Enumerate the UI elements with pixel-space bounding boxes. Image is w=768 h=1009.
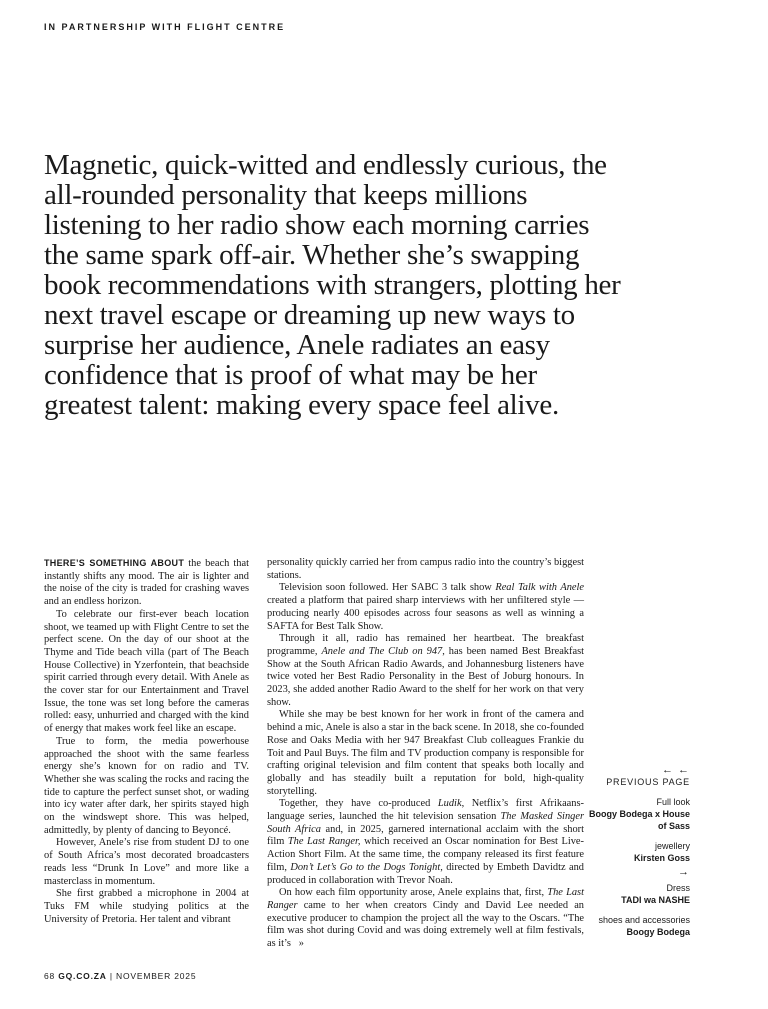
film-title: The Last Ranger, — [287, 836, 361, 848]
credit-brand: Boogy Bodega x House of Sass — [588, 809, 690, 831]
body-paragraph — [267, 798, 584, 887]
paragraph-text: which received an Oscar nomination for Best Live-Action Short Film. At the same time, the company released its first feature film, — [267, 836, 584, 873]
lead-in: THERE’S SOMETHING ABOUT — [44, 558, 185, 568]
film-title: The Last Ranger — [267, 887, 584, 911]
credit-label: Full look — [656, 797, 690, 807]
issue-date: NOVEMBER 2025 — [116, 971, 197, 981]
body-paragraph — [267, 582, 584, 633]
body-paragraph: However, Anele’s rise from student DJ to one of South Africa’s most decorated broadcasters reads less “Drunk In Love” and more like a masterclass in momentum. — [44, 837, 249, 887]
paragraph-text: , directed by Embeth Davidtz and produced in collaboration with Trevor Noah. — [267, 861, 584, 886]
credits-current-page — [580, 866, 690, 938]
body-paragraph: True to form, the media powerhouse approached the shoot with the same fearless energy she’s known for on radio and TV. Whether she was scaling the rocks and racing the tide to capture the perfect sunset shot, or wading into icy water after dark, her spirits stayed high on the windswept shore. This was helped, admittedly, by plenty of dancing to Beyoncé. — [44, 735, 249, 836]
credits-previous-page — [580, 764, 690, 864]
credit-label: jewellery — [654, 841, 690, 851]
body-paragraph — [267, 633, 584, 709]
arrow-right-icon: → — [678, 866, 690, 878]
double-arrow-left-icon: ← ← — [661, 764, 690, 776]
kicker-header: IN PARTNERSHIP WITH FLIGHT CENTRE — [44, 22, 286, 32]
site-name: GQ.CO.ZA — [58, 971, 107, 981]
paragraph-text: On how each film opportunity arose, Anele explains that, first, — [279, 887, 548, 899]
series-title: Ludik — [437, 798, 462, 810]
show-title: Real Talk with Anele — [495, 582, 584, 594]
paragraph-text: the beach that instantly shifts any mood. The air is lighter and the noise of the city is traded for crashing waves and an endless horizon. — [44, 558, 249, 608]
credit-brand: TADI wa NASHE — [621, 895, 690, 905]
body-paragraph — [267, 887, 584, 951]
body-column-2 — [267, 557, 584, 951]
credit-brand: Boogy Bodega — [626, 927, 690, 937]
body-paragraph: She first grabbed a microphone in 2004 at Tuks FM while studying politics at the University of Pretoria. Her talent and vibrant — [44, 888, 249, 925]
credits-heading: PREVIOUS PAGE — [606, 777, 690, 787]
paragraph-text: and, in 2025, garnered international acclaim with the short film — [267, 823, 584, 848]
body-column-1 — [44, 557, 249, 926]
footer-separator: | — [109, 971, 113, 981]
continue-mark: » — [298, 938, 304, 950]
paragraph-text: , has been named Best Breakfast Show at the South African Radio Awards, and Johannesburg listeners have twice voted her Best Radio Personality in the Best of Joburg honours. In 2023, she added another Radio Award to the shelf for her work on that very show. — [267, 645, 585, 708]
paragraph-text: came to her when creators Cindy and David Lee needed an executive producer to champion the project all the way to the Oscars. “The film was shot during Covid and was doing extremely well at film festivals, as it’s — [267, 899, 584, 950]
body-paragraph: To celebrate our first-ever beach location shoot, we teamed up with Flight Centre to set the perfect scene. On the day of our shoot at the Thyme and Tide beach villa (part of The Beach House Collective) in Yzerfontein, that beachside spirit carried through every detail. With Anele as the cover star for our Entertainment and Travel Issue, the tone was set long before the cameras rolled: easy, unhurried and charged with the kind of energy that makes work feel like an escape. — [44, 608, 249, 735]
credit-label: Dress — [666, 883, 690, 893]
page-number: 68 — [44, 971, 56, 981]
paragraph-text: , Netflix’s first Afrikaans-language series, launched the hit television sensation — [267, 798, 584, 823]
credit-label: shoes and accessories — [598, 915, 690, 925]
paragraph-text: Together, they have co-produced — [279, 798, 438, 810]
standfirst-paragraph: Magnetic, quick-witted and endlessly curious, the all-rounded personality that keeps millions listening to her radio show each morning carries the same spark off-air. Whether she’s swapping book recommendations with strangers, plotting her next travel escape or dreaming up new ways to surprise her audience, Anele radiates an easy confidence that is proof of what may be her greatest talent: making every space feel alive. — [44, 149, 621, 421]
show-title: Anele and The Club on 947 — [321, 645, 443, 657]
body-paragraph — [44, 557, 249, 609]
paragraph-text: Television soon followed. Her SABC 3 talk show — [279, 582, 496, 594]
page-footer — [44, 971, 196, 981]
body-paragraph: personality quickly carried her from campus radio into the country’s biggest stations. — [267, 557, 584, 581]
credit-brand: Kirsten Goss — [633, 853, 690, 863]
body-paragraph: While she may be best known for her work in front of the camera and behind a mic, Anele is also a star in the back scene. In 2018, she co-founded Rose and Oaks Media with her 947 Breakfast Club colleagues Frankie du Toit and Paul Buys. The film and TV production company is responsible for crafting original television and film content that speaks both locally and globally and has steadily built a reputation for bold, high-quality storytelling. — [267, 709, 584, 797]
film-title: Don’t Let’s Go to the Dogs Tonight — [290, 861, 441, 873]
paragraph-text: created a platform that paired sharp interviews with her unfiltered style — producing nearly 400 episodes across four seasons as well as winning a SAFTA for Best Talk Show. — [267, 595, 584, 632]
series-title: The Masked Singer South Africa — [267, 811, 584, 835]
paragraph-text: Through it all, radio has remained her heartbeat. The breakfast programme, — [267, 633, 584, 657]
